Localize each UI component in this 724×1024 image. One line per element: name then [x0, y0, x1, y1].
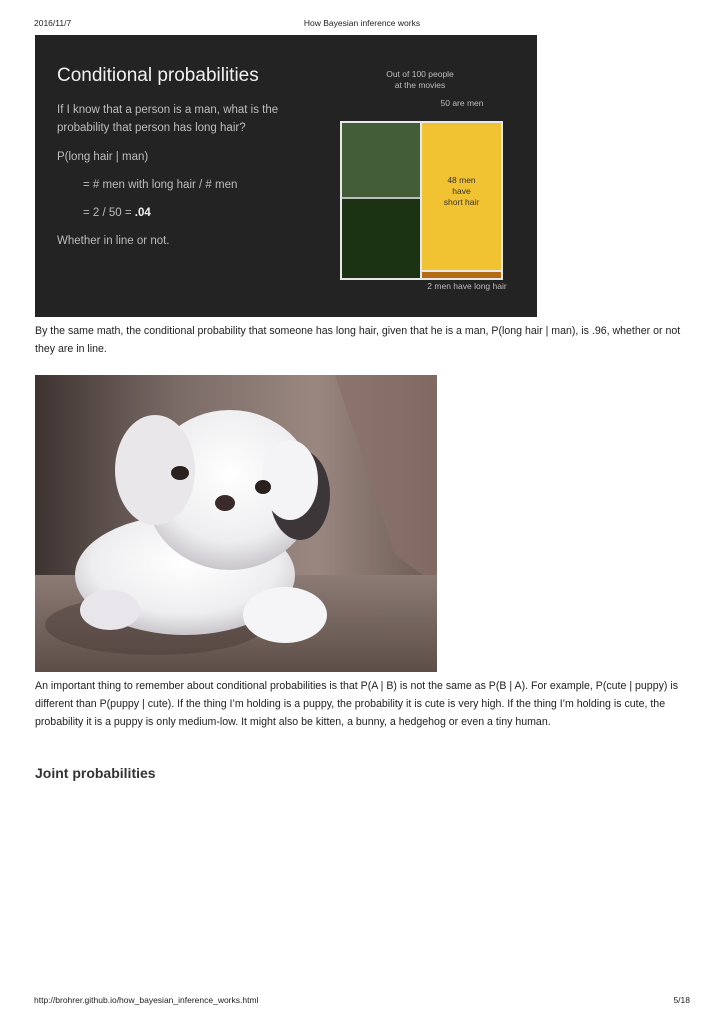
slide-result-value: .04: [134, 207, 151, 219]
women-block: [340, 121, 423, 280]
puppy-photo: [35, 375, 437, 672]
slide-notation: P(long hair | man): [57, 151, 149, 163]
slide-question-line2: probability that person has long hair?: [57, 122, 246, 134]
slide-title: Conditional probabilities: [57, 65, 259, 86]
men-block: [420, 121, 503, 280]
slide-note: Whether in line or not.: [57, 235, 170, 247]
caption-2-men-long-hair: 2 men have long hair: [427, 281, 507, 291]
paragraph-long-hair: By the same math, the conditional probability that someone has long hair, given that he is a man, P(long hair | man), is .96, whether or not they are in line.: [35, 325, 681, 355]
men-short-line3: short hair: [443, 197, 480, 207]
men-short-hair-label: [422, 175, 501, 208]
slide-result: [83, 207, 151, 219]
header-date: 2016/11/7: [34, 18, 72, 28]
paragraph-conditional-note: An important thing to remember about conditional probabilities is that P(A | B) is not the same as P(B | A). For example, P(cute | puppy) is different than P(puppy | cute). If the thing I’m holding is a puppy, the probability it is cute is very high. If the thing I’m holding is cute, the probability it is a puppy is only medium-low. It might also be kitten, a bunny, a hedgehog or even a tiny human.: [35, 680, 679, 728]
caption-50-men: 50 are men: [440, 98, 484, 108]
men-short-line1: 48 men: [447, 175, 476, 185]
conditional-probabilities-slide: [35, 35, 537, 317]
footer-url: http://brohrer.github.io/how_bayesian_inference_works.html: [34, 995, 259, 1005]
slide-result-prefix: = 2 / 50 =: [83, 207, 135, 219]
header-title: How Bayesian inference works: [303, 18, 421, 28]
joint-probabilities-heading: Joint probabilities: [35, 765, 156, 781]
slide-formula: = # men with long hair / # men: [83, 179, 238, 191]
caption-out-of-100-line2: at the movies: [394, 80, 446, 90]
men-short-line2: have: [452, 186, 471, 196]
slide-question-line1: If I know that a person is a man, what is the: [57, 104, 279, 116]
women-light-segment: [342, 123, 421, 199]
caption-out-of-100-line1: Out of 100 people: [386, 69, 454, 79]
women-dark-segment: [342, 199, 421, 278]
men-long-hair-segment: [422, 270, 501, 278]
footer-page-number: 5/18: [673, 995, 690, 1005]
